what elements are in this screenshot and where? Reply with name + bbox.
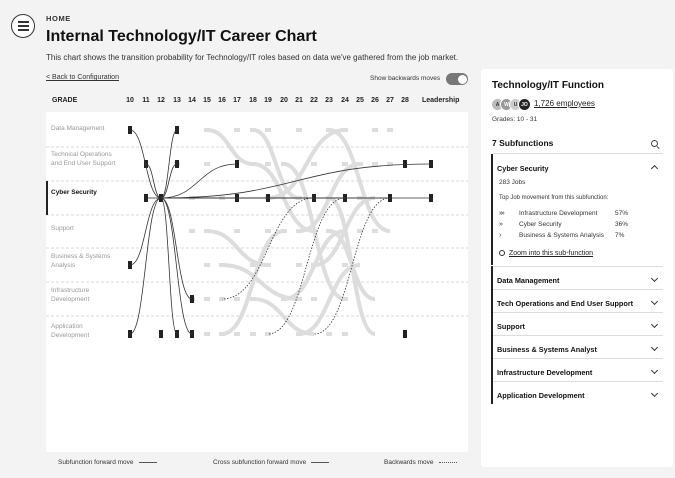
- grade-node-faint: [311, 162, 317, 166]
- grade-node-faint: [372, 162, 378, 166]
- function-title: Technology/IT Function: [492, 80, 605, 91]
- grade-24: 24: [341, 97, 349, 104]
- grade-node-faint: [234, 297, 240, 301]
- grade-19: 19: [264, 97, 272, 104]
- grade-14: 14: [188, 97, 196, 104]
- move-name: Infrastructure Development: [519, 210, 598, 217]
- legend-solid-line: [139, 462, 157, 463]
- active-row-indicator: [46, 181, 48, 215]
- grade-node-faint: [204, 263, 210, 267]
- grade-node-faint: [342, 162, 348, 166]
- row-label-application-development[interactable]: Application Development: [51, 323, 90, 339]
- grade-23: 23: [325, 97, 333, 104]
- grade-node-faint: [265, 128, 271, 132]
- grade-node-faint: [234, 128, 240, 132]
- grade-15: 15: [203, 97, 211, 104]
- grade-node-faint: [326, 332, 332, 336]
- chevron-right-icon: »»: [499, 210, 503, 217]
- grade-17: 17: [233, 97, 241, 104]
- subfunction-cyber-security[interactable]: [497, 164, 663, 173]
- career-flow: [161, 198, 192, 299]
- grade-header: GRADE: [52, 97, 78, 104]
- grade-18: 18: [249, 97, 257, 104]
- grade-node-faint: [372, 128, 378, 132]
- legend-cross: [213, 459, 329, 466]
- subfunction-label: Application Development: [497, 391, 585, 400]
- subfunction-data-management[interactable]: [497, 276, 663, 285]
- grade-node-faint: [204, 297, 210, 301]
- grade-node-faint: [265, 162, 271, 166]
- grade-12: 12: [157, 97, 165, 104]
- backwards-moves-toggle[interactable]: [446, 73, 468, 85]
- zoom-icon: [499, 250, 505, 256]
- legend-backwards: [384, 459, 457, 466]
- subfunctions-header: 7 Subfunctions: [492, 138, 554, 148]
- search-icon[interactable]: [651, 140, 658, 147]
- subfunction-label: Cyber Security: [497, 164, 549, 173]
- grade-node-faint: [265, 229, 271, 233]
- page-subtitle: This chart shows the transition probability for Technology/IT roles based on data we've gathered from the job market.: [46, 53, 459, 62]
- grade-node-faint: [387, 128, 393, 132]
- chevron-up-icon: [651, 165, 658, 172]
- avatar: JO: [518, 98, 531, 111]
- subfunction-label: Support: [497, 322, 525, 331]
- avatar: U: [509, 98, 522, 111]
- menu-button[interactable]: [11, 14, 35, 38]
- legend-cross-label: Cross subfunction forward move: [213, 459, 307, 466]
- move-percentage: 36%: [615, 221, 629, 228]
- zoom-into-subfunction[interactable]: [499, 250, 593, 257]
- legend-solid-line: [311, 462, 329, 463]
- grade-node: [403, 330, 407, 338]
- function-panel: [481, 69, 673, 467]
- career-chart: [46, 112, 468, 452]
- grade-node-faint: [342, 263, 348, 267]
- breadcrumb[interactable]: HOME: [46, 14, 71, 23]
- subfunction-label: Business & Systems Analyst: [497, 345, 597, 354]
- grade-10: 10: [126, 97, 134, 104]
- chevron-down-icon: [651, 275, 658, 282]
- grade-node: [403, 160, 407, 168]
- row-label-data-management[interactable]: Data Management: [51, 125, 105, 132]
- faint-flow: [253, 299, 314, 334]
- grade-node-faint: [234, 332, 240, 336]
- grade-node-faint: [189, 229, 195, 233]
- grade-node-faint: [296, 128, 302, 132]
- row-label-cyber-security[interactable]: Cyber Security: [51, 189, 97, 196]
- career-flow: [130, 198, 161, 334]
- chevron-right-icon: »: [499, 221, 501, 228]
- move-percentage: 7%: [615, 232, 625, 239]
- back-to-configuration-link[interactable]: < Back to Configuration: [46, 74, 119, 81]
- grade-node-faint: [204, 162, 210, 166]
- top-moves-title: Top Job movement from this subfunction:: [499, 195, 609, 201]
- grade-node-faint: [372, 229, 378, 233]
- hamburger-icon: [18, 21, 29, 22]
- zoom-label: Zoom into this sub-function: [509, 250, 594, 257]
- row-label-technical-operations-and-end-user-support[interactable]: Technical Operations and End User Support: [51, 151, 116, 167]
- subfunction-support[interactable]: [497, 322, 663, 331]
- chevron-down-icon: [651, 344, 658, 351]
- career-flow: [161, 198, 177, 334]
- grade-node-faint: [204, 332, 210, 336]
- chevron-down-icon: [651, 321, 658, 328]
- chevron-down-icon: [651, 390, 658, 397]
- grade-28: 28: [401, 97, 409, 104]
- leadership-header: Leadership: [422, 97, 460, 104]
- subfunction-business-systems-analyst[interactable]: [497, 345, 663, 354]
- row-label-infrastructure-development[interactable]: Infrastructure Development: [51, 287, 90, 303]
- career-flow: [130, 198, 161, 265]
- grade-node-faint: [311, 297, 317, 301]
- grade-node-faint: [250, 332, 256, 336]
- grade-11: 11: [142, 97, 150, 104]
- move-name: Business & Systems Analysis: [519, 232, 604, 239]
- grade-27: 27: [386, 97, 394, 104]
- subfunction-infrastructure-development[interactable]: [497, 368, 663, 377]
- subfunction-label: Infrastructure Development: [497, 368, 593, 377]
- employee-count-link[interactable]: 1,726 employees: [534, 99, 595, 108]
- grade-node-faint: [342, 332, 348, 336]
- row-label-business-systems-analysis[interactable]: Business & Systems Analysis: [51, 253, 111, 269]
- subfunction-label: Tech Operations and End User Support: [497, 299, 634, 308]
- row-label-support[interactable]: Support: [51, 225, 74, 232]
- subfunction-tech-operations-and-end-user-support[interactable]: [497, 299, 663, 308]
- career-flow: [130, 130, 161, 198]
- legend-backwards-label: Backwards move: [384, 459, 434, 466]
- grade-22: 22: [310, 97, 318, 104]
- grade-node-faint: [357, 229, 363, 233]
- grade-21: 21: [295, 97, 303, 104]
- avatar: W: [500, 98, 513, 111]
- subfunction-label: Data Management: [497, 276, 560, 285]
- jobs-count: 283 Jobs: [499, 179, 526, 186]
- avatar: A: [491, 98, 504, 111]
- grade-26: 26: [371, 97, 379, 104]
- faint-flow: [222, 231, 284, 334]
- grades-range: Grades: 10 - 31: [492, 116, 538, 123]
- legend-forward-label: Subfunction forward move: [58, 459, 134, 466]
- grade-25: 25: [356, 97, 364, 104]
- grade-20: 20: [280, 97, 288, 104]
- grade-node-faint: [296, 263, 302, 267]
- grade-13: 13: [173, 97, 181, 104]
- move-name: Cyber Security: [519, 221, 562, 228]
- move-percentage: 57%: [615, 210, 629, 217]
- subfunction-application-development[interactable]: [497, 391, 663, 400]
- backwards-toggle-label: Show backwards moves: [370, 75, 441, 82]
- chevron-down-icon: [651, 367, 658, 374]
- legend-dotted-line: [439, 462, 457, 463]
- chevron-down-icon: [651, 298, 658, 305]
- grade-node-faint: [234, 229, 240, 233]
- page-title: Internal Technology/IT Career Chart: [46, 28, 317, 45]
- grade-16: 16: [218, 97, 226, 104]
- grade-node: [159, 330, 163, 338]
- legend-forward: [58, 459, 157, 466]
